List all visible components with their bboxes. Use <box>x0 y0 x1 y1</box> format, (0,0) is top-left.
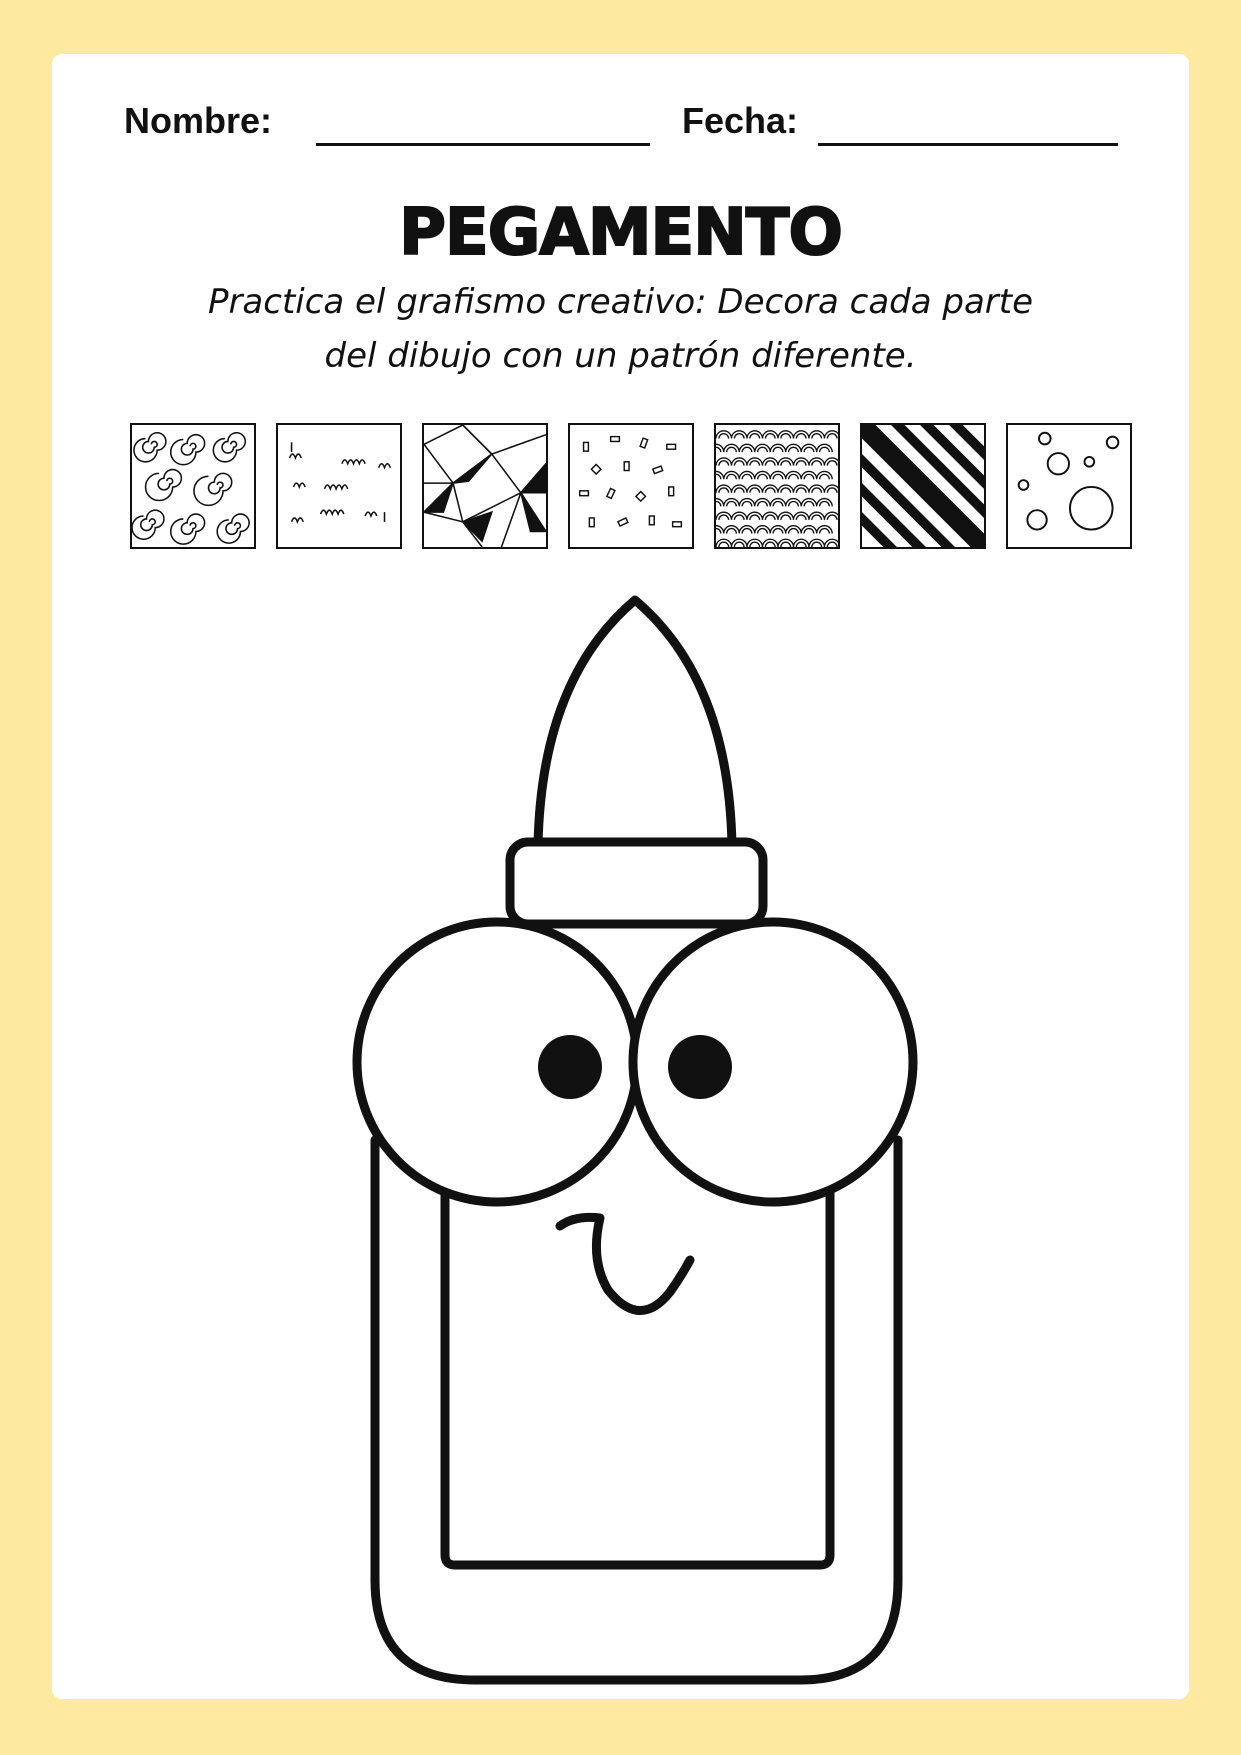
triangles-pattern <box>422 423 548 549</box>
scales-pattern <box>714 423 840 549</box>
circles-pattern <box>1006 423 1132 549</box>
name-label: Nombre: <box>124 100 273 141</box>
instructions-line-2: del dibujo con un patrón diferente. <box>324 336 917 376</box>
instructions-line-1: Practica el grafismo creativo: Decora cada parte <box>207 282 1034 322</box>
page-title: PEGAMENTO <box>399 196 842 270</box>
stripes-pattern <box>860 423 986 549</box>
name-line[interactable] <box>316 143 650 146</box>
date-label: Fecha: <box>682 100 799 141</box>
loops-pattern <box>276 423 402 549</box>
date-line[interactable] <box>818 143 1118 146</box>
confetti-pattern <box>568 423 694 549</box>
spirals-pattern <box>130 423 256 549</box>
